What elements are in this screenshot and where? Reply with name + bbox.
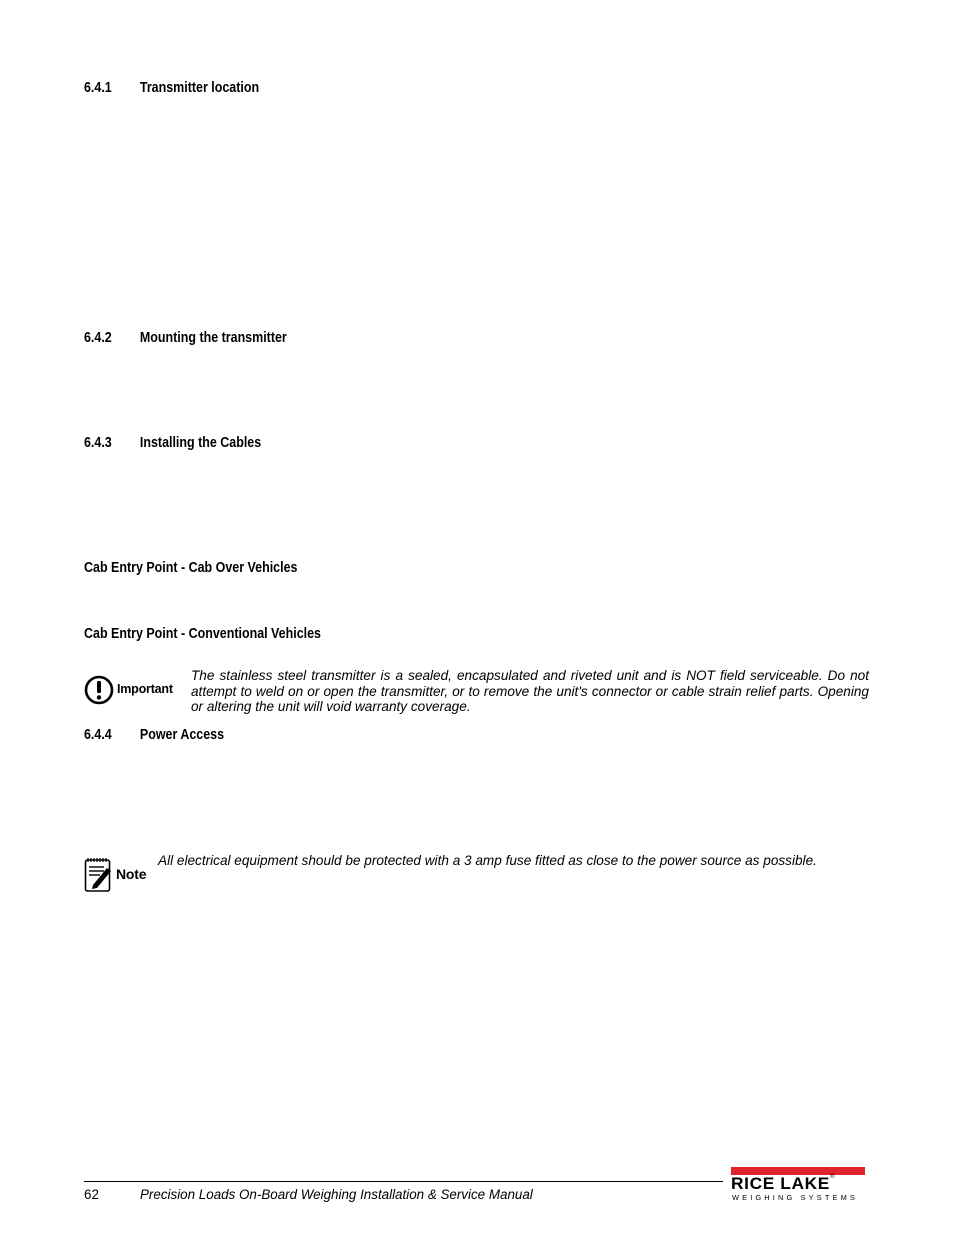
subheading-cab-over: Cab Entry Point - Cab Over Vehicles [84, 560, 298, 576]
section-number: 6.4.3 [84, 435, 112, 451]
section-number: 6.4.2 [84, 330, 112, 346]
manual-title: Precision Loads On-Board Weighing Installation & Service Manual [140, 1187, 533, 1202]
footer-divider [84, 1181, 723, 1182]
note-text: All electrical equipment should be protected with a 3 amp fuse fitted as close to the power source as possible. [158, 853, 817, 868]
section-number: 6.4.4 [84, 727, 112, 743]
exclamation-circle-icon [84, 675, 116, 705]
logo-wordmark [731, 1174, 835, 1194]
page-number: 62 [84, 1187, 99, 1202]
section-title: Installing the Cables [139, 435, 262, 451]
notepad-pencil-icon [84, 856, 114, 893]
section-heading-6-4-4 [84, 726, 224, 744]
logo-tagline: WEIGHING SYSTEMS [732, 1193, 858, 1202]
section-heading-6-4-1 [84, 79, 259, 97]
section-title: Power Access [139, 727, 225, 743]
section-number: 6.4.1 [84, 80, 112, 96]
section-heading-6-4-2 [84, 329, 287, 347]
important-label: Important [117, 682, 173, 696]
logo-trademark: ® [829, 1174, 836, 1180]
note-label: Note [116, 866, 147, 882]
section-title: Mounting the transmitter [139, 330, 287, 346]
logo-name: RICE LAKE [731, 1174, 830, 1193]
important-text: The stainless steel transmitter is a sealed, encapsulated and riveted unit and is NOT field serviceable. Do not attempt to weld on or open the transmitter, or to remove the unit's connector or cable strain relief parts. Opening or altering the unit will void warranty coverage. [191, 668, 869, 714]
section-heading-6-4-3 [84, 434, 261, 452]
subheading-conventional: Cab Entry Point - Conventional Vehicles [84, 626, 321, 642]
section-title: Transmitter location [139, 80, 260, 96]
